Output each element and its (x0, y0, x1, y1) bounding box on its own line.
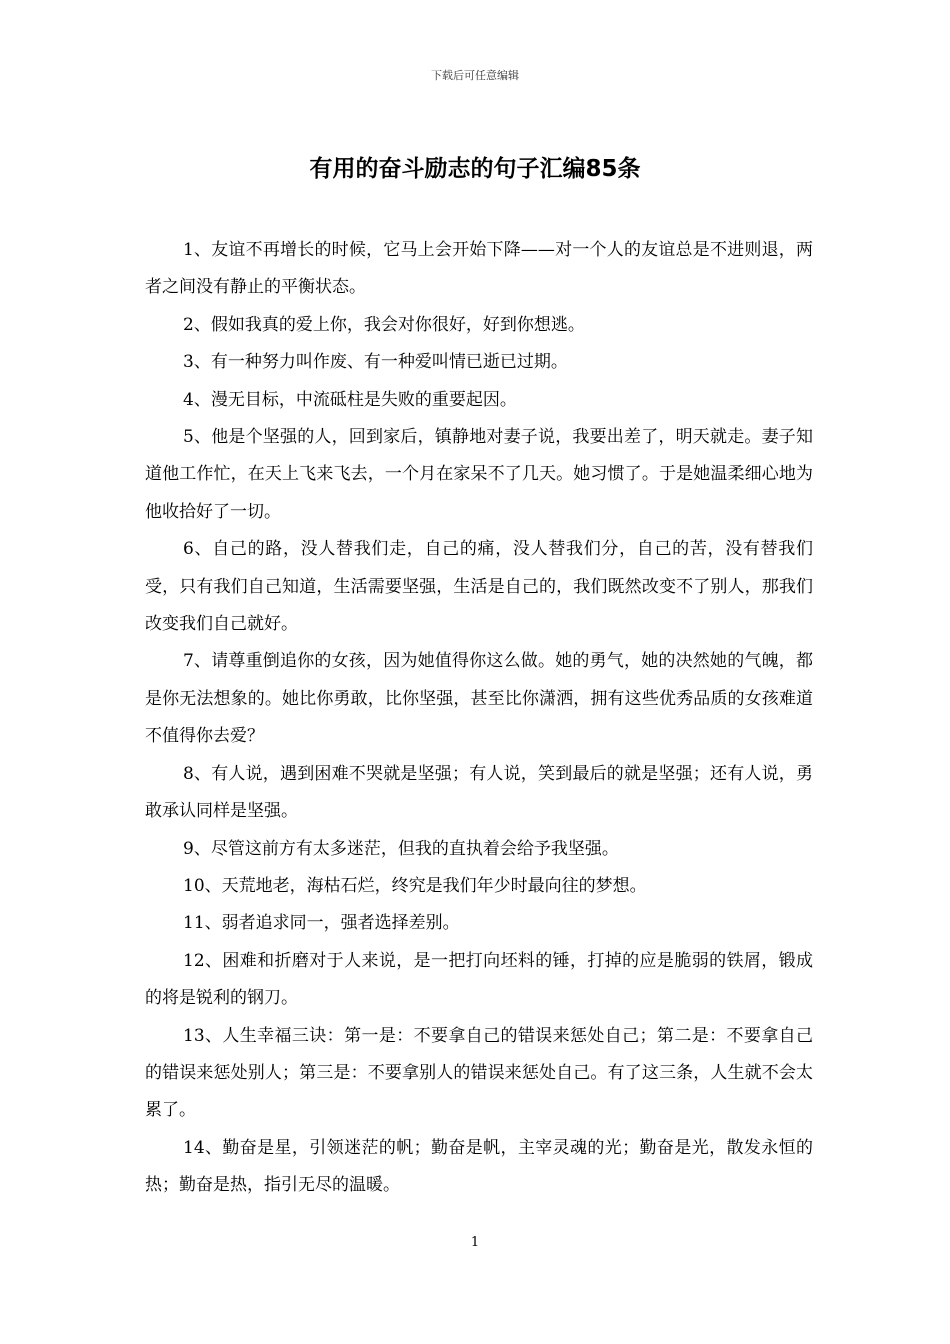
paragraph-14: 14、勤奋是星，引领迷茫的帆；勤奋是帆，主宰灵魂的光；勤奋是光，散发永恒的热；勤奋是热，指引无尽的温暖。 (145, 1137, 813, 1196)
header-note: 下载后可任意编辑 (431, 69, 519, 82)
paragraph-11: 11、弱者追求同一，强者选择差别。 (183, 913, 460, 934)
paragraph-7: 7、请尊重倒追你的女孩，因为她值得你这么做。她的勇气，她的决然她的气魄，都是你无法想象的。她比你勇敢，比你坚强，甚至比你潇洒，拥有这些优秀品质的女孩难道不值得你去爱？ (145, 651, 813, 747)
paragraph-8: 8、有人说，遇到困难不哭就是坚强；有人说，笑到最后的就是坚强；还有人说，勇敢承认同样是坚强。 (145, 763, 813, 822)
paragraph-13: 13、人生幸福三诀：第一是：不要拿自己的错误来惩处自己；第二是：不要拿自己的错误来惩处别人；第三是：不要拿别人的错误来惩处自己。有了这三条，人生就不会太累了。 (145, 1025, 813, 1121)
paragraph-12: 12、困难和折磨对于人来说，是一把打向坯料的锤，打掉的应是脆弱的铁屑，锻成的将是锐利的钢刀。 (145, 950, 813, 1009)
paragraph-10: 10、天荒地老，海枯石烂，终究是我们年少时最向往的梦想。 (183, 875, 647, 896)
page-number: 1 (470, 1235, 480, 1250)
paragraph-4: 4、漫无目标，中流砥柱是失败的重要起因。 (183, 389, 517, 410)
document-body (145, 232, 813, 1205)
paragraph-9: 9、尽管这前方有太多迷茫，但我的直执着会给予我坚强。 (183, 838, 619, 859)
paragraph-6: 6、自己的路，没人替我们走，自己的痛，没人替我们分，自己的苦，没有替我们受，只有我们自己知道，生活需要坚强，生活是自己的，我们既然改变不了别人，那我们改变我们自己就好。 (145, 539, 813, 635)
paragraph-1: 1、友谊不再增长的时候，它马上会开始下降——对一个人的友谊总是不进则退，两者之间没有静止的平衡状态。 (145, 240, 813, 298)
paragraph-2: 2、假如我真的爱上你，我会对你很好，好到你想逃。 (183, 314, 585, 335)
paragraph-5: 5、他是个坚强的人，回到家后，镇静地对妻子说，我要出差了，明天就走。妻子知道他工作忙，在天上飞来飞去，一个月在家呆不了几天。她习惯了。于是她温柔细心地为他收拾好了一切。 (145, 427, 813, 522)
paragraph-3: 3、有一种努力叫作废、有一种爱叫情已逝已过期。 (183, 352, 568, 373)
document-title: 有用的奋斗励志的句子汇编85条 (309, 156, 641, 182)
